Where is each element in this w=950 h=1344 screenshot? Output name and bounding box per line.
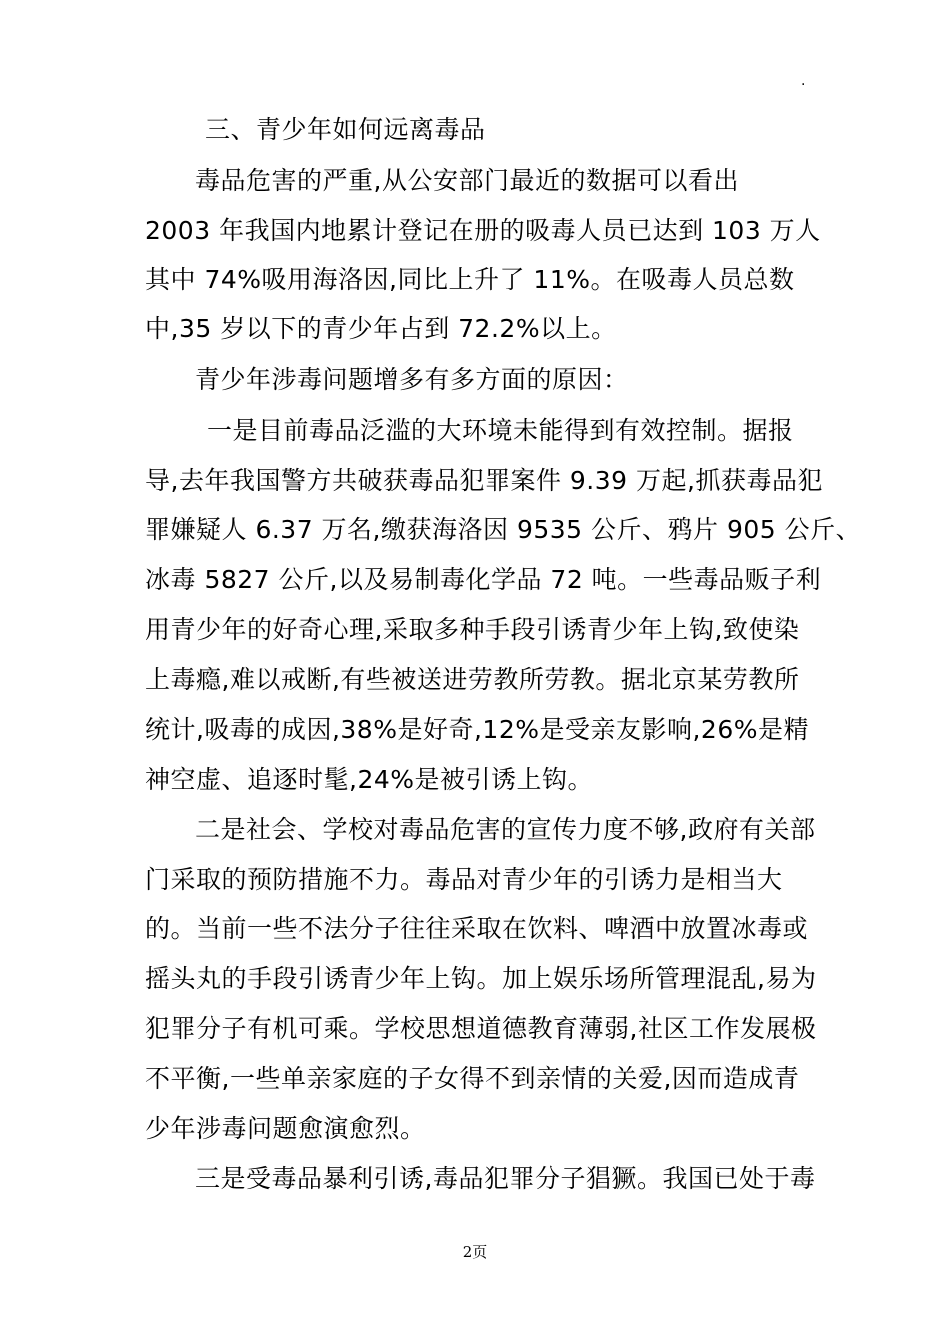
paragraph-line: 罪嫌疑人 6.37 万名,缴获海洛因 9535 公斤、鸦片 905 公斤、: [145, 515, 862, 544]
paragraph-line: 三是受毒品暴利引诱,毒品犯罪分子猖獗。我国已处于毒: [195, 1164, 816, 1193]
paragraph-line: 中,35 岁以下的青少年占到 72.2%以上。: [145, 314, 617, 343]
paragraph-line: 一是目前毒品泛滥的大环境未能得到有效控制。据报: [207, 416, 794, 445]
paragraph-line: 其中 74%吸用海洛因,同比上升了 11%。在吸毒人员总数: [145, 265, 795, 294]
paragraph-line: 冰毒 5827 公斤,以及易制毒化学品 72 吨。一些毒品贩子利: [145, 565, 822, 594]
paragraph-line: 摇头丸的手段引诱青少年上钩。加上娱乐场所管理混乱,易为: [145, 964, 817, 993]
paragraph-line: 毒品危害的严重,从公安部门最近的数据可以看出: [195, 166, 739, 195]
paragraph-line: 导,去年我国警方共破获毒品犯罪案件 9.39 万起,抓获毒品犯: [145, 466, 823, 495]
paragraph-line: 二是社会、学校对毒品危害的宣传力度不够,政府有关部: [195, 815, 816, 844]
paragraph-line: 门采取的预防措施不力。毒品对青少年的引诱力是相当大: [145, 865, 783, 894]
paragraph-line: 2003 年我国内地累计登记在册的吸毒人员已达到 103 万人: [145, 216, 821, 245]
corner-mark: .: [801, 73, 806, 89]
paragraph-line: 上毒瘾,难以戒断,有些被送进劳教所劳教。据北京某劳教所: [145, 665, 800, 694]
section-heading: 三、青少年如何远离毒品: [205, 115, 486, 144]
paragraph-line: 青少年涉毒问题增多有多方面的原因：: [195, 365, 629, 394]
paragraph-line: 犯罪分子有机可乘。学校思想道德教育薄弱,社区工作发展极: [145, 1014, 817, 1043]
paragraph-line: 用青少年的好奇心理,采取多种手段引诱青少年上钩,致使染: [145, 615, 800, 644]
page-number: 2页: [462, 1243, 488, 1261]
paragraph-line: 少年涉毒问题愈演愈烈。: [145, 1114, 426, 1143]
paragraph-line: 神空虚、追逐时髦,24%是被引诱上钩。: [145, 765, 594, 794]
paragraph-line: 不平衡,一些单亲家庭的子女得不到亲情的关爱,因而造成青: [145, 1064, 800, 1093]
paragraph-line: 统计,吸毒的成因,38%是好奇,12%是受亲友影响,26%是精: [145, 715, 809, 744]
paragraph-line: 的。当前一些不法分子往往采取在饮料、啤酒中放置冰毒或: [145, 914, 809, 943]
